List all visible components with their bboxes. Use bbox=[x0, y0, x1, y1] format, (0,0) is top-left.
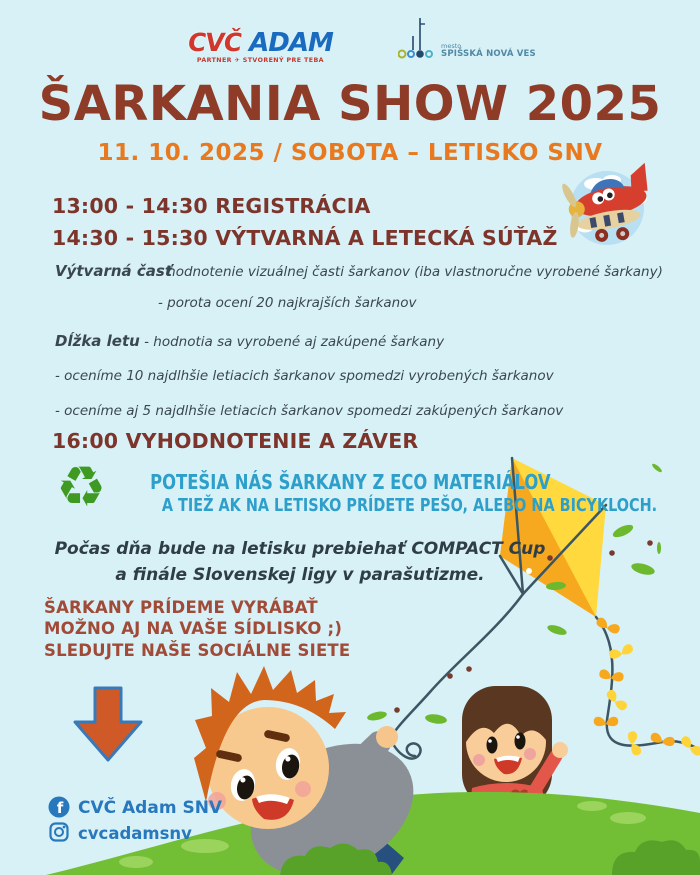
parachute-note-line-2: a finále Slovenskej ligy v parašutizme. bbox=[115, 565, 485, 585]
eco-line-1-text: POTEŠIA NÁS ŠARKANY Z ECO MATERIÁLOV bbox=[150, 470, 551, 494]
instagram-icon bbox=[49, 822, 69, 842]
cvc-adam-logo bbox=[185, 28, 333, 64]
art-point-2: - porota ocení 20 najkrajších šarkanov bbox=[158, 295, 417, 311]
adam-logo-text: ADAM bbox=[249, 28, 333, 58]
down-arrow-icon bbox=[75, 688, 141, 760]
promo-line-2: MOŽNO AJ NA VAŠE SÍDLISKO ;) bbox=[44, 619, 343, 638]
schedule-registration: 13:00 - 14:30 REGISTRÁCIA bbox=[52, 194, 371, 218]
flight-point-1: - hodnotia sa vyrobené aj zakúpené šarkany bbox=[139, 334, 445, 350]
schedule-closing: 16:00 VYHODNOTENIE A ZÁVER bbox=[52, 429, 419, 453]
art-category-label-text: Výtvarná časť bbox=[55, 262, 172, 280]
flight-point-2: - oceníme 10 najdlhšie letiacich šarkanov spomedzi vyrobených šarkanov bbox=[55, 368, 554, 384]
recycle-icon: ♻ bbox=[56, 455, 107, 520]
parachute-note-line-1: Počas dňa bude na letisku prebiehať COMPACT Cup bbox=[54, 539, 546, 559]
schedule-contest: 14:30 - 15:30 VÝTVARNÁ A LETECKÁ SÚŤAŽ bbox=[52, 226, 558, 250]
eco-line-2-text: A TIEŽ AK NA LETISKO PRÍDETE PEŠO, ALEBO NA BICYKLOCH. bbox=[161, 495, 658, 516]
flight-category-label: Dĺžka letu bbox=[55, 332, 140, 350]
instagram-handle[interactable]: cvcadamsnv bbox=[78, 824, 192, 843]
city-logo-mesto: mesto bbox=[441, 41, 462, 50]
promo-line-1: ŠARKANY PRÍDEME VYRÁBAŤ bbox=[44, 598, 318, 617]
poster-subtitle: 11. 10. 2025 / SOBOTA – LETISKO SNV bbox=[97, 140, 603, 166]
airplane-illustration bbox=[558, 163, 657, 250]
poster-title: ŠARKANIA SHOW 2025 bbox=[38, 76, 662, 132]
cvc-logo-tagline: PARTNER ✈ STVORENÝ PRE TEBA bbox=[196, 57, 324, 64]
cvc-logo-text: CVČ bbox=[185, 28, 244, 57]
art-point-1: - hodnotenie vizuálnej časti šarkanov (iba vlastnoručne vyrobené šarkany) bbox=[158, 264, 663, 280]
eco-line-2 bbox=[100, 495, 658, 516]
city-logo-name: SPIŠSKÁ NOVÁ VES bbox=[441, 49, 536, 60]
promo-line-3: SLEDUJTE NAŠE SOCIÁLNE SIETE bbox=[44, 641, 351, 660]
facebook-icon-letter: f bbox=[56, 799, 64, 817]
art-category-label bbox=[55, 262, 172, 280]
city-logo bbox=[398, 16, 536, 62]
eco-line-1 bbox=[100, 470, 551, 494]
flight-point-3: - oceníme aj 5 najdlhšie letiacich šarkanov spomedzi zakúpených šarkanov bbox=[55, 403, 564, 419]
facebook-icon bbox=[48, 796, 70, 818]
facebook-handle[interactable]: CVČ Adam SNV bbox=[78, 798, 223, 818]
city-logo-icon bbox=[398, 16, 436, 62]
flight-category-row bbox=[55, 332, 444, 350]
